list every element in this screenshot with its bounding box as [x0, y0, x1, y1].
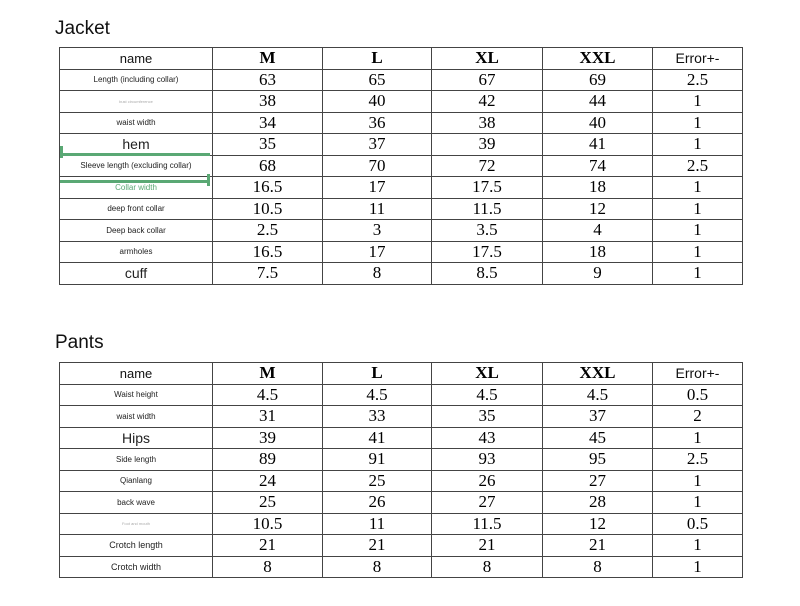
cell-error: 2.5 [653, 449, 743, 471]
cell-m: 31 [213, 406, 323, 428]
cell-m: 39 [213, 427, 323, 449]
row-label: Crotch length [60, 535, 213, 557]
pants-title: Pants [55, 332, 104, 353]
cell-xl: 21 [432, 535, 543, 557]
table-row [60, 69, 743, 91]
cell-error: 1 [653, 91, 743, 113]
cell-xxl: 45 [543, 427, 653, 449]
cell-xl: 8 [432, 556, 543, 578]
cell-xxl: 41 [543, 134, 653, 156]
cell-xxl: 69 [543, 69, 653, 91]
cell-l: 41 [323, 427, 432, 449]
cell-m: 10.5 [213, 198, 323, 220]
cell-l: 8 [323, 263, 432, 285]
table-row [60, 427, 743, 449]
cell-xl: 72 [432, 155, 543, 177]
cell-xl: 17.5 [432, 177, 543, 199]
row-label: Deep back collar [60, 220, 213, 242]
row-label: Qianlang [60, 470, 213, 492]
cell-xl: 27 [432, 492, 543, 514]
cell-xxl: 44 [543, 91, 653, 113]
cell-xxl: 4 [543, 220, 653, 242]
cell-m: 21 [213, 535, 323, 557]
cell-l: 4.5 [323, 384, 432, 406]
cell-xxl: 12 [543, 198, 653, 220]
cell-l: 37 [323, 134, 432, 156]
cell-m: 2.5 [213, 220, 323, 242]
table-row [60, 155, 743, 177]
pants-size-table [59, 362, 743, 578]
cell-xxl: 95 [543, 449, 653, 471]
cell-error: 1 [653, 177, 743, 199]
table-row [60, 406, 743, 428]
row-label: hem [60, 134, 213, 156]
cell-xxl: 18 [543, 177, 653, 199]
table-row [60, 220, 743, 242]
cell-xxl: 27 [543, 470, 653, 492]
cell-l: 11 [323, 198, 432, 220]
header-size-l: L [323, 363, 432, 385]
header-size-m: M [213, 363, 323, 385]
cell-error: 0.5 [653, 384, 743, 406]
cell-m: 63 [213, 69, 323, 91]
cell-xxl: 40 [543, 112, 653, 134]
cell-l: 11 [323, 513, 432, 535]
header-size-xxl: XXL [543, 363, 653, 385]
cell-m: 68 [213, 155, 323, 177]
cell-l: 8 [323, 556, 432, 578]
table-row [60, 198, 743, 220]
table-row [60, 449, 743, 471]
cell-xl: 67 [432, 69, 543, 91]
row-label: Side length [60, 449, 213, 471]
cell-m: 7.5 [213, 263, 323, 285]
table-row [60, 492, 743, 514]
row-label: cuff [60, 263, 213, 285]
cell-m: 10.5 [213, 513, 323, 535]
row-label: waist width [60, 406, 213, 428]
header-size-xxl: XXL [543, 48, 653, 70]
cell-error: 1 [653, 134, 743, 156]
row-label: Foot and mouth [60, 513, 213, 535]
cell-xl: 26 [432, 470, 543, 492]
cell-l: 91 [323, 449, 432, 471]
table-row [60, 134, 743, 156]
cell-m: 35 [213, 134, 323, 156]
cell-l: 25 [323, 470, 432, 492]
row-label: Hips [60, 427, 213, 449]
cell-xxl: 74 [543, 155, 653, 177]
cell-m: 4.5 [213, 384, 323, 406]
cell-l: 65 [323, 69, 432, 91]
cell-error: 2 [653, 406, 743, 428]
cell-m: 89 [213, 449, 323, 471]
cell-error: 1 [653, 241, 743, 263]
cell-error: 1 [653, 220, 743, 242]
cell-m: 8 [213, 556, 323, 578]
cell-xl: 42 [432, 91, 543, 113]
cell-error: 1 [653, 492, 743, 514]
table-row [60, 263, 743, 285]
cell-l: 21 [323, 535, 432, 557]
cell-error: 1 [653, 427, 743, 449]
cell-error: 2.5 [653, 69, 743, 91]
highlight-tick-left [60, 146, 63, 158]
cell-l: 36 [323, 112, 432, 134]
table-row [60, 112, 743, 134]
table-row [60, 556, 743, 578]
jacket-title: Jacket [55, 18, 110, 39]
cell-l: 17 [323, 177, 432, 199]
cell-xl: 11.5 [432, 198, 543, 220]
header-size-l: L [323, 48, 432, 70]
cell-error: 1 [653, 535, 743, 557]
cell-error: 0.5 [653, 513, 743, 535]
cell-xxl: 37 [543, 406, 653, 428]
cell-error: 1 [653, 470, 743, 492]
row-label: back wave [60, 492, 213, 514]
highlight-bar-top [60, 153, 210, 156]
cell-xxl: 8 [543, 556, 653, 578]
cell-m: 34 [213, 112, 323, 134]
header-size-xl: XL [432, 48, 543, 70]
table-row [60, 91, 743, 113]
cell-m: 25 [213, 492, 323, 514]
cell-l: 3 [323, 220, 432, 242]
cell-error: 1 [653, 112, 743, 134]
header-name: name [60, 363, 213, 385]
cell-xl: 39 [432, 134, 543, 156]
cell-xl: 17.5 [432, 241, 543, 263]
header-size-m: M [213, 48, 323, 70]
cell-xxl: 9 [543, 263, 653, 285]
row-label: Length (including collar) [60, 69, 213, 91]
cell-xl: 3.5 [432, 220, 543, 242]
header-name: name [60, 48, 213, 70]
table-row [60, 384, 743, 406]
header-error: Error+- [653, 48, 743, 70]
cell-xxl: 28 [543, 492, 653, 514]
cell-error: 2.5 [653, 155, 743, 177]
row-label: waist width [60, 112, 213, 134]
cell-l: 40 [323, 91, 432, 113]
row-label: Sleeve length (excluding collar) [60, 155, 213, 177]
cell-xl: 35 [432, 406, 543, 428]
cell-m: 24 [213, 470, 323, 492]
cell-xl: 38 [432, 112, 543, 134]
header-error: Error+- [653, 363, 743, 385]
cell-xl: 8.5 [432, 263, 543, 285]
cell-l: 33 [323, 406, 432, 428]
cell-error: 1 [653, 263, 743, 285]
cell-m: 16.5 [213, 177, 323, 199]
cell-xxl: 21 [543, 535, 653, 557]
row-label: Collar width [60, 177, 213, 199]
jacket-size-table [59, 47, 743, 285]
table-row [60, 535, 743, 557]
cell-m: 38 [213, 91, 323, 113]
table-row [60, 241, 743, 263]
cell-m: 16.5 [213, 241, 323, 263]
row-label: Waist height [60, 384, 213, 406]
cell-xl: 4.5 [432, 384, 543, 406]
cell-xl: 93 [432, 449, 543, 471]
row-label: deep front collar [60, 198, 213, 220]
row-label: armholes [60, 241, 213, 263]
table-header-row [60, 363, 743, 385]
table-row [60, 513, 743, 535]
highlight-tick-right [207, 174, 210, 186]
cell-xxl: 4.5 [543, 384, 653, 406]
table-header-row [60, 48, 743, 70]
cell-xxl: 12 [543, 513, 653, 535]
cell-l: 70 [323, 155, 432, 177]
header-size-xl: XL [432, 363, 543, 385]
row-label: Crotch width [60, 556, 213, 578]
cell-l: 17 [323, 241, 432, 263]
cell-error: 1 [653, 198, 743, 220]
cell-error: 1 [653, 556, 743, 578]
table-row [60, 470, 743, 492]
cell-xl: 43 [432, 427, 543, 449]
cell-xxl: 18 [543, 241, 653, 263]
highlight-bar-bottom [60, 180, 210, 183]
row-label: bust circumference [60, 91, 213, 113]
cell-l: 26 [323, 492, 432, 514]
cell-xl: 11.5 [432, 513, 543, 535]
